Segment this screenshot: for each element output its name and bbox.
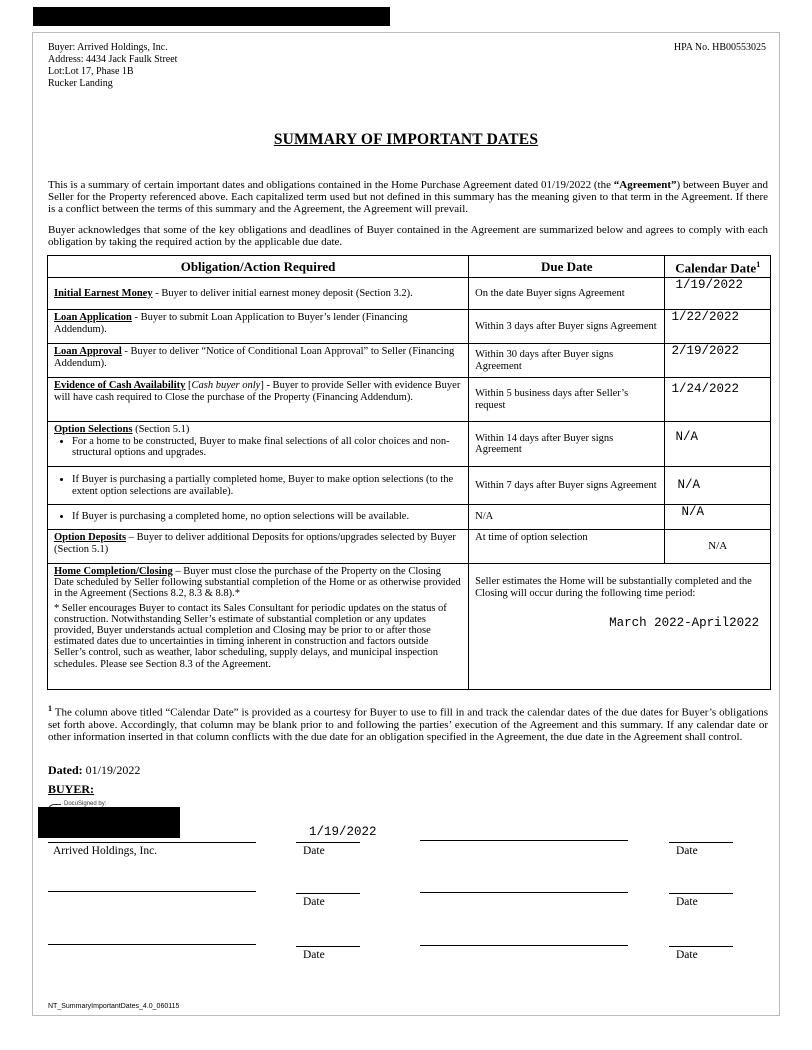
- buyer-name: Arrived Holdings, Inc.: [53, 845, 158, 857]
- intro-text-a: This is a summary of certain important dates and obligations contained in the Home Purchase Agreement dated 01/19/2022 (the: [48, 179, 614, 191]
- date-label: Date: [303, 896, 325, 908]
- row-term: Option Selections: [54, 424, 133, 435]
- calendar-date-field[interactable]: 1/24/2022: [665, 378, 771, 422]
- completion-note: * Seller encourages Buyer to contact its Sales Consultant for periodic updates on the status of construction. Notwithstanding Seller’s estimate of substantial completion or any updates provided, Buyer understands actual completion and Closing may be prior to or after those estimated dates due to uncertainties in timing inherent in construction and factors outside Seller’s control, such as weather, labor scheduling, supply delays, and municipal inspection schedules. Please see Section 8.3 of the Agreement.: [54, 602, 447, 670]
- signature-line[interactable]: [48, 944, 256, 945]
- calendar-date-field[interactable]: 1/22/2022: [665, 310, 771, 344]
- calendar-date-field[interactable]: 2/19/2022: [665, 344, 771, 378]
- table-row: Option Deposits – Buyer to deliver additional Deposits for options/upgrades selected by Buyer (Section 5.1) At time of option selection N/A: [48, 530, 771, 564]
- obligations-table: [47, 255, 771, 690]
- header-obligation: Obligation/Action Required: [48, 256, 469, 278]
- docusign-label: DocuSigned by:: [64, 801, 107, 807]
- row-due: At time of option selection: [469, 530, 665, 564]
- date-line: [296, 842, 360, 843]
- date-label: Date: [676, 949, 698, 961]
- agreement-term: “Agreement”: [613, 179, 677, 191]
- table-row: Home Completion/Closing – Buyer must close the purchase of the Property on the Closing Date scheduled by Seller following substantial completion of the Home or as otherwise provided in the Agreement (Sections 8.2, 8.3 & 8.8).* * Seller encourages Buyer to contact its Sales Consultant for periodic updates on the status of construction. Notwithstanding Seller’s estimate of substantial completion or any updates provided, Buyer understands actual completion and Closing may be prior to or after those estimated dates due to uncertainties in timing inherent in construction and factors outside Seller’s control, such as weather, labor scheduling, supply delays, and municipal inspection schedules. Please see Section 8.3 of the Agreement. Seller estimates the Home will be substantially completed and the Closing will occur during the following time period: March 2022-April2022: [48, 564, 771, 690]
- date-label: Date: [676, 845, 698, 857]
- signature-line[interactable]: [420, 840, 628, 841]
- lot-line: Lot:Lot 17, Phase 1B: [48, 66, 134, 77]
- row-term: Initial Earnest Money: [54, 287, 153, 299]
- table-row: [48, 505, 771, 530]
- table-header-row: [48, 256, 771, 278]
- signature-line[interactable]: [420, 945, 628, 946]
- row-due: Within 5 business days after Seller’s request: [469, 378, 665, 422]
- intro-paragraph: [48, 179, 768, 215]
- date-line: [296, 946, 360, 947]
- acknowledgement-paragraph: Buyer acknowledges that some of the key obligations and deadlines of Buyer contained in the Agreement are summarized below and agrees to comply with each obligation by taking the required action by the applicable due date.: [48, 224, 768, 248]
- redacted-header-bar: [33, 7, 390, 26]
- cash-buyer-only: Cash buyer only: [191, 380, 261, 391]
- header-calendar-date: Calendar Date$^1$: [665, 256, 771, 278]
- calendar-date-field[interactable]: N/A: [665, 530, 771, 564]
- row-term: Evidence of Cash Availability: [54, 380, 186, 391]
- redacted-signature: [38, 807, 180, 838]
- footnote: $^1$ The column above titled “Calendar Date” is provided as a courtesy for Buyer to use to fill in and track the calendar dates of the due dates for Buyer’s obligations set forth above. Accordingly, that column may be blank prior to and following the parties’ execution of the Agreement and this summary. If any calendar date or other information inserted in that column conflicts with the due date for an obligation specified in the Agreement, the due date in the Agreement shall control.: [48, 704, 768, 743]
- table-row: [48, 467, 771, 505]
- date-line: [669, 946, 733, 947]
- property-header: [48, 42, 177, 90]
- option-bullet: • If Buyer is purchasing a completed home, no option selections will be available.: [72, 511, 462, 523]
- row-term: Option Deposits: [54, 532, 127, 543]
- signature-line[interactable]: [48, 842, 256, 843]
- community-line: Rucker Landing: [48, 78, 113, 89]
- row-term: Loan Application: [54, 312, 132, 323]
- table-row: Loan Approval - Buyer to deliver “Notice of Conditional Loan Approval” to Seller (Financing Addendum). Within 30 days after Buyer signs Agreement 2/19/2022: [48, 344, 771, 378]
- row-due: On the date Buyer signs Agreement: [469, 278, 665, 310]
- calendar-date-field[interactable]: N/A: [665, 467, 771, 505]
- closing-period-field[interactable]: March 2022-April2022: [609, 616, 760, 630]
- table-row: Initial Earnest Money - Buyer to deliver initial earnest money deposit (Section 3.2). On the date Buyer signs Agreement 1/19/2022: [48, 278, 771, 310]
- date-line: [669, 842, 733, 843]
- buyer-line: Buyer: Arrived Holdings, Inc.: [48, 42, 168, 53]
- address-line: Address: 4434 Jack Faulk Street: [48, 54, 178, 65]
- signature-line[interactable]: [48, 891, 256, 892]
- option-bullet: • For a home to be constructed, Buyer to make final selections of all color choices and non-structural options and upgrades.: [72, 436, 462, 459]
- date-label: Date: [303, 845, 325, 857]
- dated-label: Dated:: [48, 763, 83, 777]
- header-due-date: Due Date: [469, 256, 665, 278]
- table-row: Evidence of Cash Availability [Cash buyer only] - Buyer to provide Seller with evidence Buyer will have cash required to Close the purchase of the Property (Financing Addendum). Within 5 business days after Seller’s request 1/24/2022: [48, 378, 771, 422]
- signed-date-value[interactable]: 1/19/2022: [309, 825, 377, 839]
- table-row: Loan Application - Buyer to submit Loan Application to Buyer’s lender (Financing Addendum). Within 3 days after Buyer signs Agreement 1/22/2022: [48, 310, 771, 344]
- date-label: Date: [303, 949, 325, 961]
- dated-line: [48, 763, 140, 778]
- dated-value: 01/19/2022: [82, 763, 141, 777]
- row-due: Within 7 days after Buyer signs Agreement: [469, 467, 665, 505]
- row-due: Within 14 days after Buyer signs Agreement: [469, 422, 665, 467]
- intro-text-b: ) between Buyer and Seller for the Property referenced above. Each capitalized term used but not defined in this summary has the meaning given to that term in the Agreement. If there is a conflict between the terms of this summary and the Agreement, the Agreement will prevail.: [48, 179, 768, 215]
- row-due: N/A: [469, 505, 665, 530]
- date-line: [669, 893, 733, 894]
- page-title: SUMMARY OF IMPORTANT DATES: [273, 131, 539, 148]
- row-term: Loan Approval: [54, 346, 122, 357]
- row-term: Home Completion/Closing: [54, 566, 173, 577]
- table-row: Option Selections (Section 5.1) • For a home to be constructed, Buyer to make final selections of all color choices and non-structural options and upgrades. Within 14 days after Buyer signs Agreement N/A: [48, 422, 771, 467]
- row-due: Within 3 days after Buyer signs Agreement: [469, 310, 665, 344]
- row-due: Seller estimates the Home will be substantially completed and the Closing will occur during the following time period:: [475, 576, 752, 599]
- signature-line[interactable]: [420, 892, 628, 893]
- option-bullet: • If Buyer is purchasing a partially completed home, Buyer to make option selections (to the extent option selections are available).: [72, 474, 462, 497]
- row-due: Within 30 days after Buyer signs Agreement: [469, 344, 665, 378]
- date-label: Date: [676, 896, 698, 908]
- calendar-date-field[interactable]: N/A: [665, 422, 771, 467]
- form-footer-id: NT_SummaryImportantDates_4.0_060115: [48, 1003, 180, 1010]
- calendar-date-field[interactable]: N/A: [665, 505, 771, 530]
- calendar-date-field[interactable]: 1/19/2022: [665, 278, 771, 310]
- hpa-number: HPA No. HB00553025: [673, 42, 766, 53]
- date-line: [296, 893, 360, 894]
- buyer-heading: BUYER:: [48, 782, 95, 796]
